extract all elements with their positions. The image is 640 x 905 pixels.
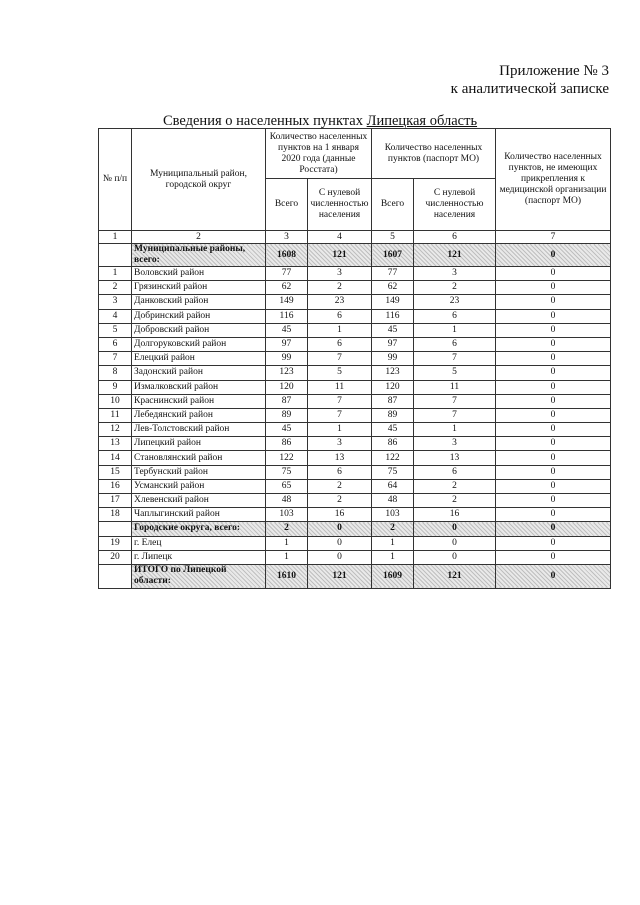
mo-total: 116 (372, 309, 414, 323)
table-row (99, 536, 611, 550)
rosstat-total: 1 (266, 550, 308, 564)
row-number: 3 (99, 295, 132, 309)
district-name: Краснинский район (132, 394, 266, 408)
row-number: 16 (99, 479, 132, 493)
row-number: 11 (99, 408, 132, 422)
rosstat-total: 103 (266, 508, 308, 522)
district-name: Задонский район (132, 366, 266, 380)
row-number: 6 (99, 337, 132, 351)
district-name: Добринский район (132, 309, 266, 323)
rosstat-zero: 0 (308, 522, 372, 536)
rosstat-zero: 13 (308, 451, 372, 465)
row-number (99, 244, 132, 267)
mo-total: 48 (372, 494, 414, 508)
unattached-count: 0 (496, 536, 611, 550)
mo-total: 62 (372, 281, 414, 295)
mo-zero: 5 (414, 366, 496, 380)
district-name: Добровский район (132, 323, 266, 337)
rosstat-zero: 11 (308, 380, 372, 394)
table-row (99, 494, 611, 508)
header-mo-total: Всего (372, 179, 414, 231)
col-number: 1 (99, 231, 132, 244)
unattached-count: 0 (496, 380, 611, 394)
rosstat-zero: 7 (308, 408, 372, 422)
col-number: 2 (132, 231, 266, 244)
district-name: Воловский район (132, 267, 266, 281)
mo-zero: 3 (414, 437, 496, 451)
mo-total: 1609 (372, 564, 414, 588)
appendix-label (451, 62, 609, 98)
rosstat-zero: 5 (308, 366, 372, 380)
table-row (99, 451, 611, 465)
header-num: № п/п (99, 129, 132, 231)
unattached-count: 0 (496, 309, 611, 323)
mo-zero: 121 (414, 564, 496, 588)
unattached-count: 0 (496, 244, 611, 267)
district-name: Становлянский район (132, 451, 266, 465)
district-name: Усманский район (132, 479, 266, 493)
district-name: г. Липецк (132, 550, 266, 564)
mo-zero: 6 (414, 309, 496, 323)
table-row (99, 465, 611, 479)
table-row (99, 337, 611, 351)
rosstat-zero: 121 (308, 244, 372, 267)
col-number: 3 (266, 231, 308, 244)
table-row (99, 352, 611, 366)
row-number (99, 522, 132, 536)
mo-zero: 121 (414, 244, 496, 267)
mo-total: 45 (372, 423, 414, 437)
mo-total: 1 (372, 550, 414, 564)
title-region: Липецкая область (366, 113, 478, 129)
rosstat-zero: 3 (308, 267, 372, 281)
rosstat-zero: 6 (308, 309, 372, 323)
unattached-count: 0 (496, 494, 611, 508)
rosstat-total: 120 (266, 380, 308, 394)
rosstat-total: 77 (266, 267, 308, 281)
mo-total: 97 (372, 337, 414, 351)
district-name: Лев-Толстовский район (132, 423, 266, 437)
rosstat-zero: 6 (308, 337, 372, 351)
row-number: 19 (99, 536, 132, 550)
district-name: Елецкий район (132, 352, 266, 366)
table-row (99, 508, 611, 522)
district-name: Липецкий район (132, 437, 266, 451)
rosstat-total: 86 (266, 437, 308, 451)
rosstat-zero: 7 (308, 394, 372, 408)
unattached-count: 0 (496, 323, 611, 337)
row-number: 12 (99, 423, 132, 437)
header-mo-zero: С нулевой численностью населения (414, 179, 496, 231)
district-name: Хлевенский район (132, 494, 266, 508)
rosstat-total: 123 (266, 366, 308, 380)
district-name: Тербунский район (132, 465, 266, 479)
rosstat-total: 45 (266, 323, 308, 337)
table-row (99, 281, 611, 295)
rosstat-total: 1608 (266, 244, 308, 267)
mo-zero: 1 (414, 423, 496, 437)
rosstat-total: 45 (266, 423, 308, 437)
table-row (99, 394, 611, 408)
row-number: 8 (99, 366, 132, 380)
district-name: Грязинский район (132, 281, 266, 295)
mo-zero: 7 (414, 352, 496, 366)
rosstat-total: 62 (266, 281, 308, 295)
table-row (99, 479, 611, 493)
summary-row (99, 244, 611, 267)
row-number: 1 (99, 267, 132, 281)
mo-total: 45 (372, 323, 414, 337)
mo-zero: 6 (414, 337, 496, 351)
col-number: 6 (414, 231, 496, 244)
row-number: 15 (99, 465, 132, 479)
rosstat-total: 75 (266, 465, 308, 479)
rosstat-zero: 1 (308, 423, 372, 437)
summary-row (99, 522, 611, 536)
rosstat-zero: 2 (308, 281, 372, 295)
rosstat-zero: 16 (308, 508, 372, 522)
col-number: 5 (372, 231, 414, 244)
rosstat-total: 122 (266, 451, 308, 465)
unattached-count: 0 (496, 564, 611, 588)
unattached-count: 0 (496, 550, 611, 564)
mo-total: 77 (372, 267, 414, 281)
header-district: Муниципальный район, городской округ (132, 129, 266, 231)
table-body (99, 244, 611, 589)
mo-zero: 1 (414, 323, 496, 337)
rosstat-total: 2 (266, 522, 308, 536)
rosstat-total: 87 (266, 394, 308, 408)
mo-zero: 7 (414, 394, 496, 408)
district-name: Лебедянский район (132, 408, 266, 422)
mo-zero: 0 (414, 536, 496, 550)
table-row (99, 423, 611, 437)
table-row (99, 437, 611, 451)
rosstat-total: 97 (266, 337, 308, 351)
header-mo-group: Количество населенных пунктов (паспорт МО) (372, 129, 496, 179)
unattached-count: 0 (496, 423, 611, 437)
table-row (99, 309, 611, 323)
rosstat-zero: 6 (308, 465, 372, 479)
mo-zero: 16 (414, 508, 496, 522)
unattached-count: 0 (496, 366, 611, 380)
district-name: Чаплыгинский район (132, 508, 266, 522)
table-row (99, 295, 611, 309)
rosstat-total: 116 (266, 309, 308, 323)
row-number: 14 (99, 451, 132, 465)
rosstat-total: 48 (266, 494, 308, 508)
title-prefix: Сведения о населенных пунктах (162, 113, 363, 129)
row-number: 20 (99, 550, 132, 564)
rosstat-total: 1 (266, 536, 308, 550)
rosstat-total: 149 (266, 295, 308, 309)
mo-total: 99 (372, 352, 414, 366)
unattached-count: 0 (496, 465, 611, 479)
table-row (99, 408, 611, 422)
row-number: 10 (99, 394, 132, 408)
rosstat-zero: 3 (308, 437, 372, 451)
header-unattached: Количество населенных пунктов, не имеющих прикрепления к медицинской организации (паспорт МО) (496, 129, 611, 231)
mo-zero: 0 (414, 550, 496, 564)
appendix-line-2: к аналитической записке (450, 81, 609, 97)
mo-zero: 13 (414, 451, 496, 465)
mo-total: 2 (372, 522, 414, 536)
rosstat-zero: 0 (308, 536, 372, 550)
mo-zero: 3 (414, 267, 496, 281)
unattached-count: 0 (496, 508, 611, 522)
table-row (99, 380, 611, 394)
district-name: Измалковский район (132, 380, 266, 394)
rosstat-total: 1610 (266, 564, 308, 588)
row-number: 7 (99, 352, 132, 366)
col-number: 4 (308, 231, 372, 244)
district-name: Данковский район (132, 295, 266, 309)
district-name: Городские округа, всего: (132, 522, 266, 536)
rosstat-zero: 1 (308, 323, 372, 337)
mo-zero: 2 (414, 281, 496, 295)
mo-total: 122 (372, 451, 414, 465)
appendix-line-1: Приложение № 3 (499, 63, 609, 79)
col-number: 7 (496, 231, 611, 244)
table-row (99, 366, 611, 380)
row-number: 9 (99, 380, 132, 394)
unattached-count: 0 (496, 408, 611, 422)
mo-total: 149 (372, 295, 414, 309)
rosstat-total: 89 (266, 408, 308, 422)
rosstat-zero: 2 (308, 494, 372, 508)
unattached-count: 0 (496, 281, 611, 295)
row-number: 18 (99, 508, 132, 522)
row-number: 4 (99, 309, 132, 323)
mo-total: 120 (372, 380, 414, 394)
mo-zero: 6 (414, 465, 496, 479)
district-name: ИТОГО по Липецкой области: (132, 564, 266, 588)
rosstat-zero: 0 (308, 550, 372, 564)
rosstat-zero: 121 (308, 564, 372, 588)
header-rosstat-group: Количество населенных пунктов на 1 января 2020 года (данные Росстата) (266, 129, 372, 179)
row-number: 2 (99, 281, 132, 295)
unattached-count: 0 (496, 451, 611, 465)
mo-total: 123 (372, 366, 414, 380)
header-rosstat-total: Всего (266, 179, 308, 231)
mo-zero: 2 (414, 494, 496, 508)
table-row (99, 323, 611, 337)
table-row (99, 550, 611, 564)
mo-total: 64 (372, 479, 414, 493)
mo-total: 1607 (372, 244, 414, 267)
summary-row (99, 564, 611, 588)
row-number: 17 (99, 494, 132, 508)
rosstat-total: 99 (266, 352, 308, 366)
rosstat-zero: 7 (308, 352, 372, 366)
row-number (99, 564, 132, 588)
mo-zero: 11 (414, 380, 496, 394)
unattached-count: 0 (496, 437, 611, 451)
row-number: 5 (99, 323, 132, 337)
unattached-count: 0 (496, 522, 611, 536)
mo-zero: 0 (414, 522, 496, 536)
unattached-count: 0 (496, 295, 611, 309)
mo-zero: 23 (414, 295, 496, 309)
rosstat-zero: 2 (308, 479, 372, 493)
unattached-count: 0 (496, 394, 611, 408)
mo-total: 89 (372, 408, 414, 422)
rosstat-total: 65 (266, 479, 308, 493)
unattached-count: 0 (496, 267, 611, 281)
table-row (99, 267, 611, 281)
district-name: г. Елец (132, 536, 266, 550)
unattached-count: 0 (496, 479, 611, 493)
mo-zero: 2 (414, 479, 496, 493)
unattached-count: 0 (496, 352, 611, 366)
settlements-table (98, 128, 611, 589)
rosstat-zero: 23 (308, 295, 372, 309)
header-rosstat-zero: С нулевой численностью населения (308, 179, 372, 231)
mo-total: 103 (372, 508, 414, 522)
mo-total: 1 (372, 536, 414, 550)
district-name: Муниципальные районы, всего: (132, 244, 266, 267)
district-name: Долгоруковский район (132, 337, 266, 351)
mo-total: 86 (372, 437, 414, 451)
mo-zero: 7 (414, 408, 496, 422)
row-number: 13 (99, 437, 132, 451)
unattached-count: 0 (496, 337, 611, 351)
mo-total: 87 (372, 394, 414, 408)
mo-total: 75 (372, 465, 414, 479)
